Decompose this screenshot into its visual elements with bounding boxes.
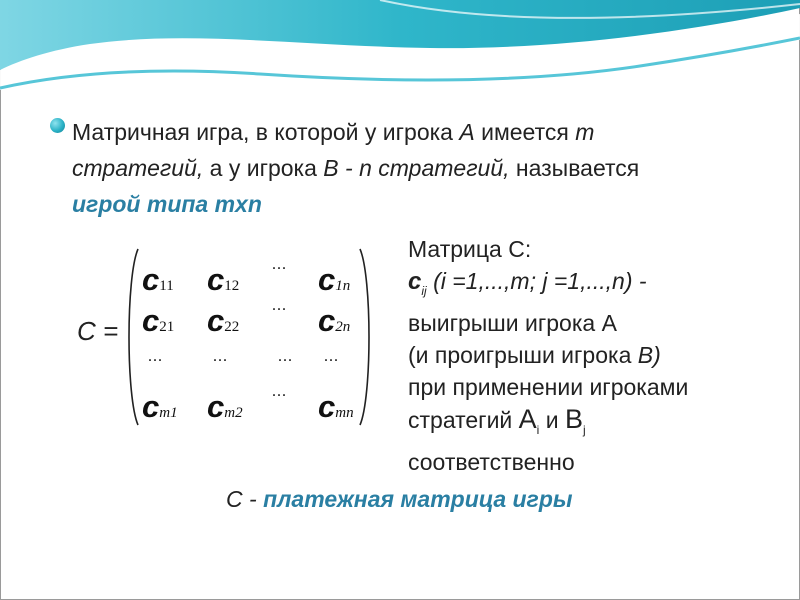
ij-subscript: ij [421,284,427,298]
matrix-ellipsis: ... [272,256,287,273]
matrix-ellipsis: ... [272,383,287,400]
definition-line-1 [72,114,752,150]
player-a: А [459,119,475,145]
payoff-matrix-term: платежная матрица игры [263,486,573,512]
explanation-line: выигрыши игрока А [408,310,617,336]
text: В) [637,342,661,368]
matrix-explanation [408,233,788,478]
text: имеется [474,119,576,145]
c-symbol: С [226,486,243,512]
explanation-line [408,403,788,446]
matrix-element: cm1 [142,389,178,424]
matrix-right-bracket [356,247,376,427]
matrix-element: c22 [207,303,240,338]
matrix-element: c2n [318,303,351,338]
matrix-element: c12 [207,262,240,297]
matrix-element: cmn [318,389,354,424]
matrix-element: cm2 [207,389,243,424]
text: и [539,407,565,433]
explanation-title: Матрица С: [408,236,532,262]
m-symbol: m [575,119,595,145]
j-subscript: j [583,423,586,437]
matrix-left-bracket [122,247,142,427]
strategy-a: А [518,404,537,434]
text: - [242,486,264,512]
explanation-line [408,339,788,371]
c-symbol: c [408,268,422,295]
explanation-line: при применении игроками [408,374,689,400]
index-range: (i =1,...,m; j =1,...,n) - [426,268,647,294]
text: (и проигрыши игрока [408,342,638,368]
definition-paragraph [72,114,752,222]
matrix-element: c1n [318,262,351,297]
matrix-ellipsis: ... [148,348,163,365]
player-b-strategies: В - n стратегий, [323,155,510,181]
matrix-lhs-label: С = [77,316,119,346]
i-subscript: i [536,423,540,437]
header-wave-decoration [0,0,800,95]
bullet-icon [50,118,65,133]
game-type-term: игрой типа mxn [72,191,262,217]
payoff-matrix-caption [226,486,573,513]
definition-line-2 [72,150,752,186]
definition-line-3 [72,186,752,222]
explanation-element-line [408,265,788,307]
matrix-ellipsis: ... [278,348,293,365]
matrix-ellipsis: ... [213,348,228,365]
matrix-ellipsis: ... [272,297,287,314]
text: стратегий, [72,155,204,181]
text: называется [509,155,640,181]
strategy-b: В [564,404,583,434]
matrix-element: c11 [142,262,174,297]
explanation-line: соответственно [408,449,575,475]
text: Матричная игра, в которой у игрока [72,119,460,145]
matrix-element: c21 [142,303,175,338]
matrix-ellipsis: ... [324,348,339,365]
text: стратегий [408,407,519,433]
text: а у игрока [203,155,324,181]
